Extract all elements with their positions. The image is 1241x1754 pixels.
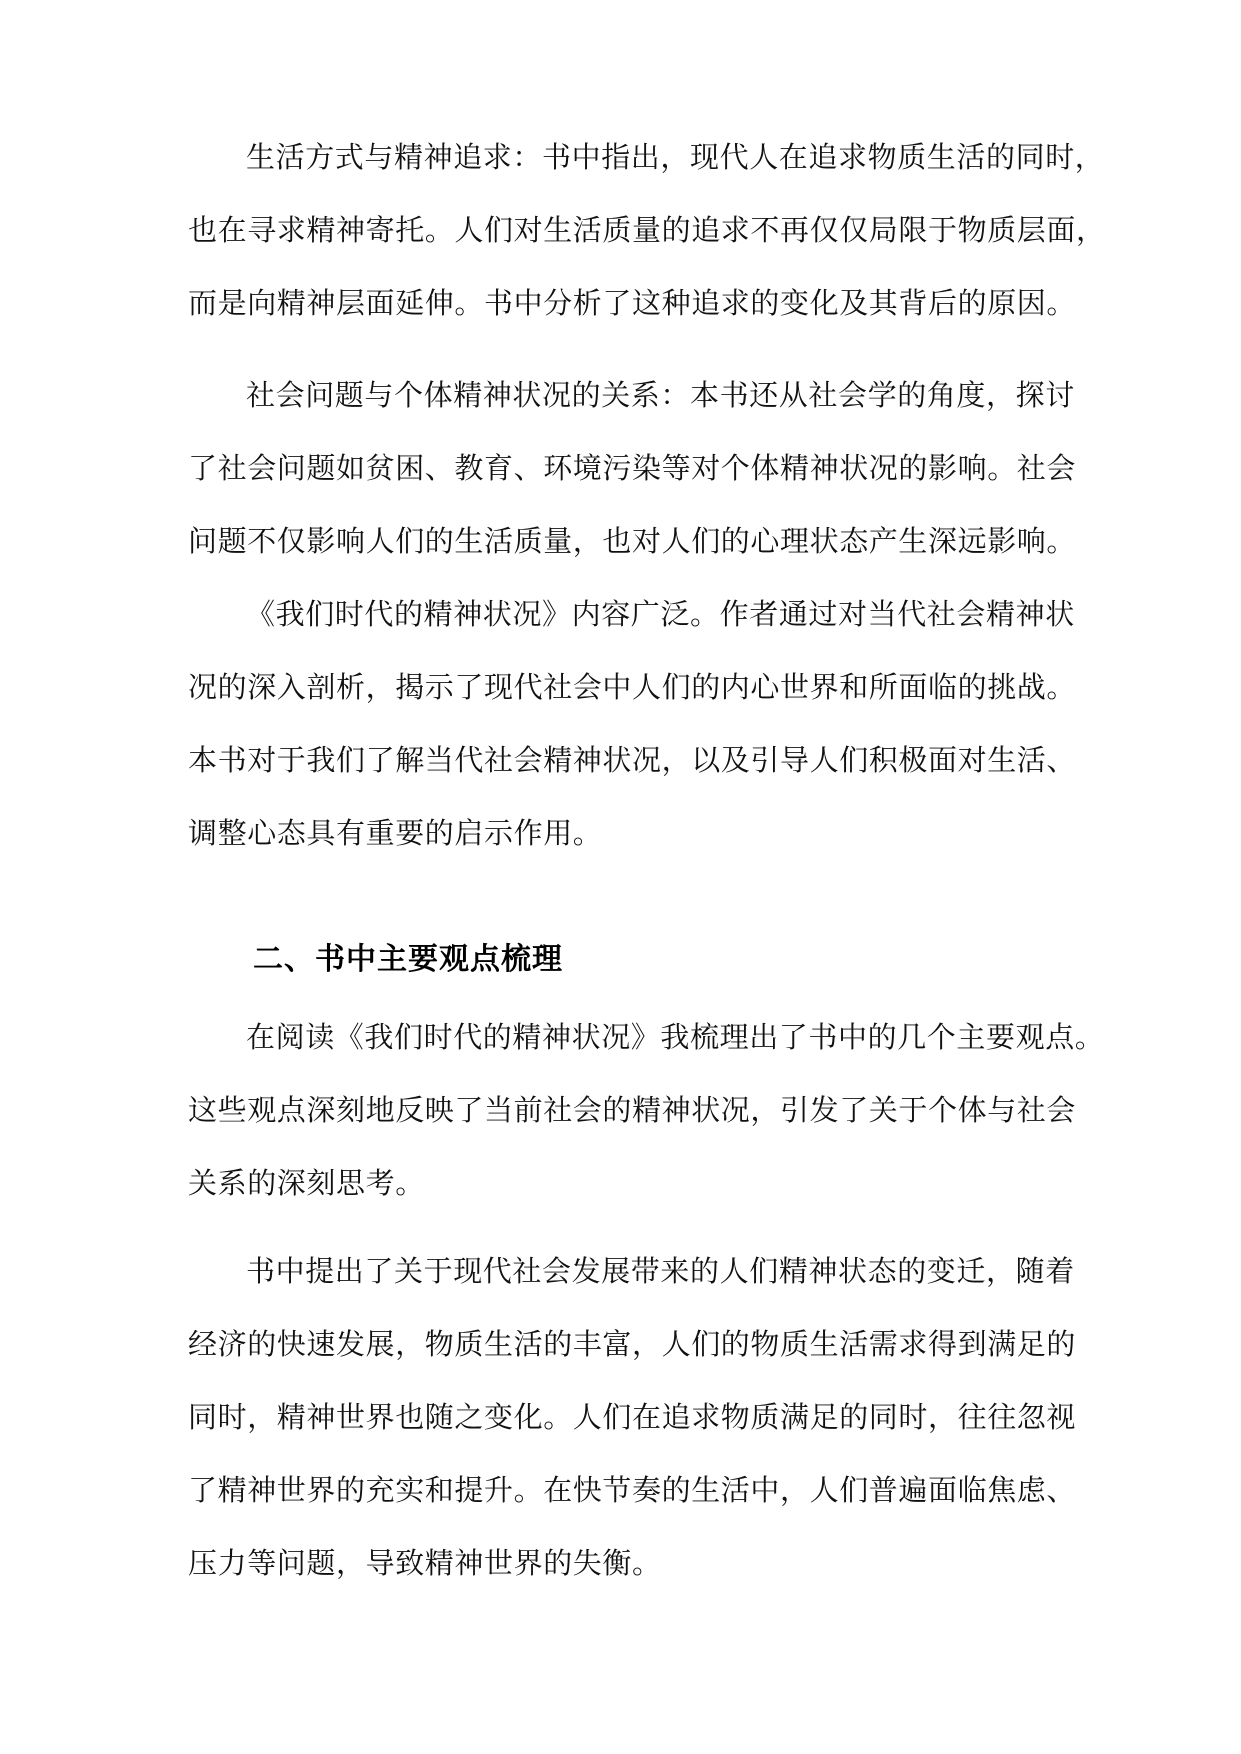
paragraph-line: 生活方式与精神追求：书中指出，现代人在追求物质生活的同时， bbox=[246, 140, 1105, 174]
paragraph-line: 了精神世界的充实和提升。在快节奏的生活中，人们普遍面临焦虑、 bbox=[188, 1473, 1077, 1507]
paragraph-line: 压力等问题，导致精神世界的失衡。 bbox=[188, 1546, 662, 1580]
paragraph-line: 也在寻求精神寄托。人们对生活质量的追求不再仅仅局限于物质层面， bbox=[188, 213, 1106, 247]
paragraph-line: 书中提出了关于现代社会发展带来的人们精神状态的变迁，随着 bbox=[246, 1254, 1075, 1288]
paragraph-line: 本书对于我们了解当代社会精神状况，以及引导人们积极面对生活、 bbox=[188, 743, 1077, 777]
paragraph-line: 《我们时代的精神状况》内容广泛。作者通过对当代社会精神状 bbox=[246, 597, 1075, 631]
paragraph-line: 了社会问题如贫困、教育、环境污染等对个体精神状况的影响。社会 bbox=[188, 451, 1077, 485]
paragraph-line: 而是向精神层面延伸。书中分析了这种追求的变化及其背后的原因。 bbox=[188, 286, 1077, 320]
section-heading: 二、书中主要观点梳理 bbox=[253, 942, 563, 977]
paragraph-line: 社会问题与个体精神状况的关系：本书还从社会学的角度，探讨 bbox=[246, 378, 1075, 412]
paragraph-line: 关系的深刻思考。 bbox=[188, 1166, 425, 1200]
paragraph-line: 调整心态具有重要的启示作用。 bbox=[188, 816, 603, 850]
paragraph-line: 经济的快速发展，物质生活的丰富，人们的物质生活需求得到满足的 bbox=[188, 1327, 1077, 1361]
paragraph-line: 同时，精神世界也随之变化。人们在追求物质满足的同时，往往忽视 bbox=[188, 1400, 1077, 1434]
paragraph-line: 这些观点深刻地反映了当前社会的精神状况，引发了关于个体与社会 bbox=[188, 1093, 1077, 1127]
paragraph-line: 在阅读《我们时代的精神状况》我梳理出了书中的几个主要观点。 bbox=[246, 1020, 1105, 1054]
paragraph-line: 况的深入剖析，揭示了现代社会中人们的内心世界和所面临的挑战。 bbox=[188, 670, 1077, 704]
paragraph-line: 问题不仅影响人们的生活质量，也对人们的心理状态产生深远影响。 bbox=[188, 524, 1077, 558]
